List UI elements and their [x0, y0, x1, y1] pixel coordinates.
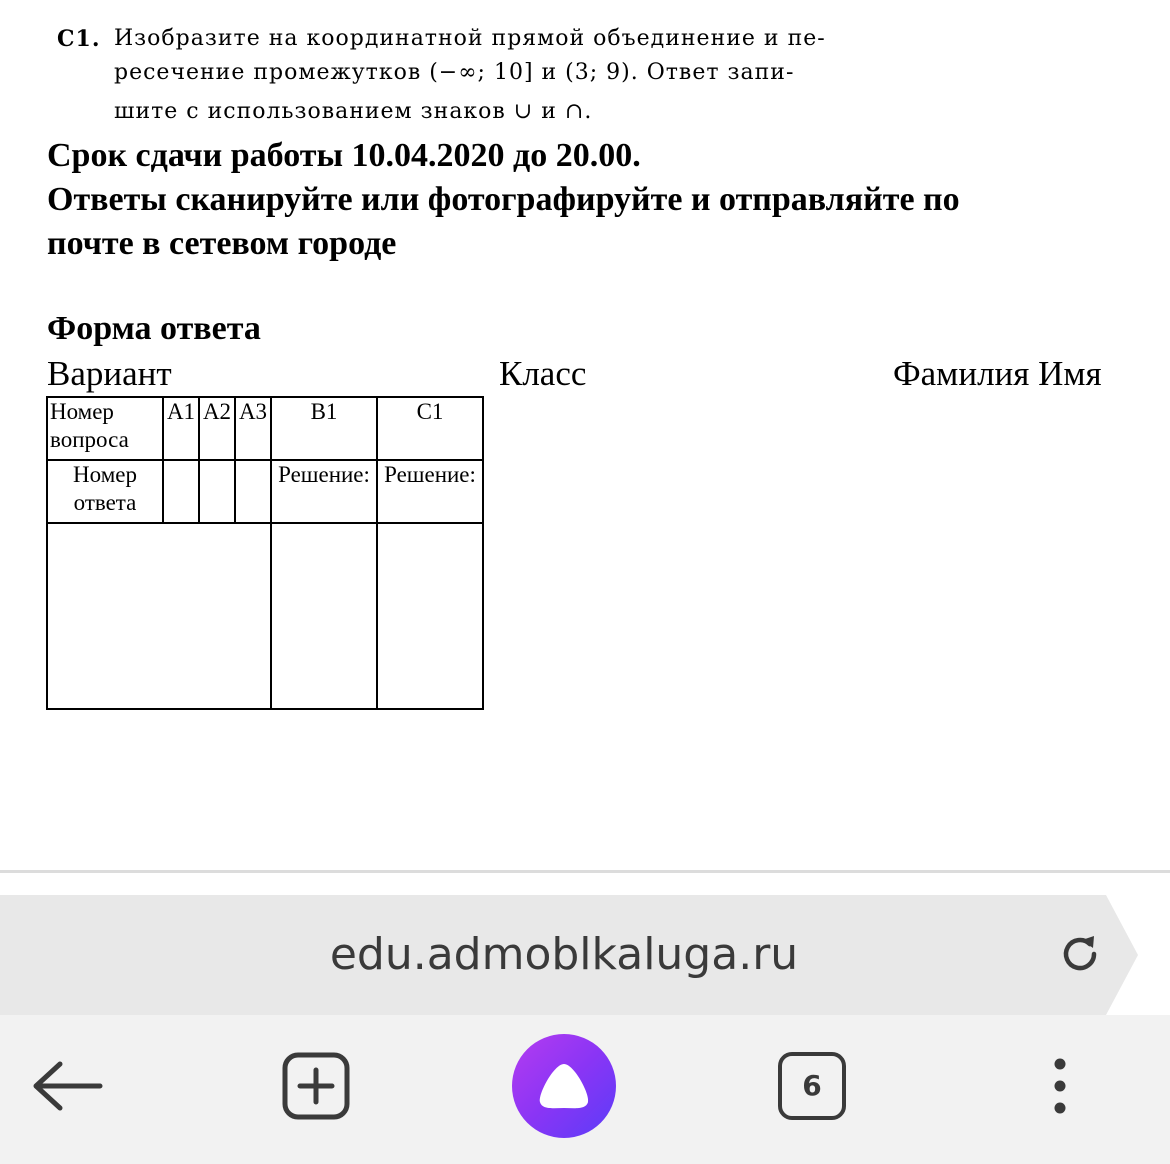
back-arrow-icon[interactable] [30, 1058, 104, 1114]
cell-b1: B1 [271, 397, 377, 460]
solution-area-c1 [377, 523, 483, 709]
variant-label: Вариант [47, 354, 172, 393]
answer-table [46, 396, 484, 710]
solution-c1-label: Решение: [377, 460, 483, 523]
solution-area-a [47, 523, 271, 709]
class-label: Класс [499, 354, 587, 393]
cell-a1: A1 [163, 397, 199, 460]
task-text-line-3: шите с использованием знаков ∪ и ∩. [114, 99, 593, 124]
table-row-answers [47, 460, 483, 523]
solution-b1-label: Решение: [271, 460, 377, 523]
alice-assistant-button[interactable] [512, 1034, 616, 1138]
more-menu-icon[interactable] [1040, 1056, 1080, 1116]
cell-a2: A2 [199, 397, 235, 460]
deadline-notice [47, 134, 1127, 266]
table-row-solutions [47, 523, 483, 709]
alice-icon [512, 1034, 616, 1138]
chrome-gap [0, 873, 1170, 895]
question-number-header: Номер вопроса [47, 397, 163, 460]
task-text-line-2: ресечение промежутков (−∞; 10] и (3; 9). Ответ запи- [114, 60, 795, 85]
cell-a3: A3 [235, 397, 271, 460]
answer-a2 [199, 460, 235, 523]
deadline-line-3: почте в сетевом городе [47, 225, 397, 262]
deadline-line-1: Срок сдачи работы 10.04.2020 до 20.00. [47, 137, 641, 174]
reload-icon[interactable] [1056, 930, 1104, 978]
task-number: C1. [57, 26, 101, 52]
cell-c1: C1 [377, 397, 483, 460]
answer-a1 [163, 460, 199, 523]
name-label: Фамилия Имя [893, 354, 1102, 393]
deadline-line-2: Ответы сканируйте или фотографируйте и отправляйте по [47, 181, 960, 218]
answer-a3 [235, 460, 271, 523]
task-text-line-1: Изобразите на координатной прямой объединение и пе- [114, 26, 826, 51]
tabs-counter-button[interactable]: 6 [778, 1052, 846, 1120]
solution-area-b1 [271, 523, 377, 709]
new-tab-icon[interactable] [282, 1052, 350, 1120]
table-row-questions [47, 397, 483, 460]
form-title: Форма ответа [47, 310, 261, 347]
answer-number-header: Номер ответа [47, 460, 163, 523]
url-text[interactable]: edu.admoblkaluga.ru [329, 929, 799, 980]
